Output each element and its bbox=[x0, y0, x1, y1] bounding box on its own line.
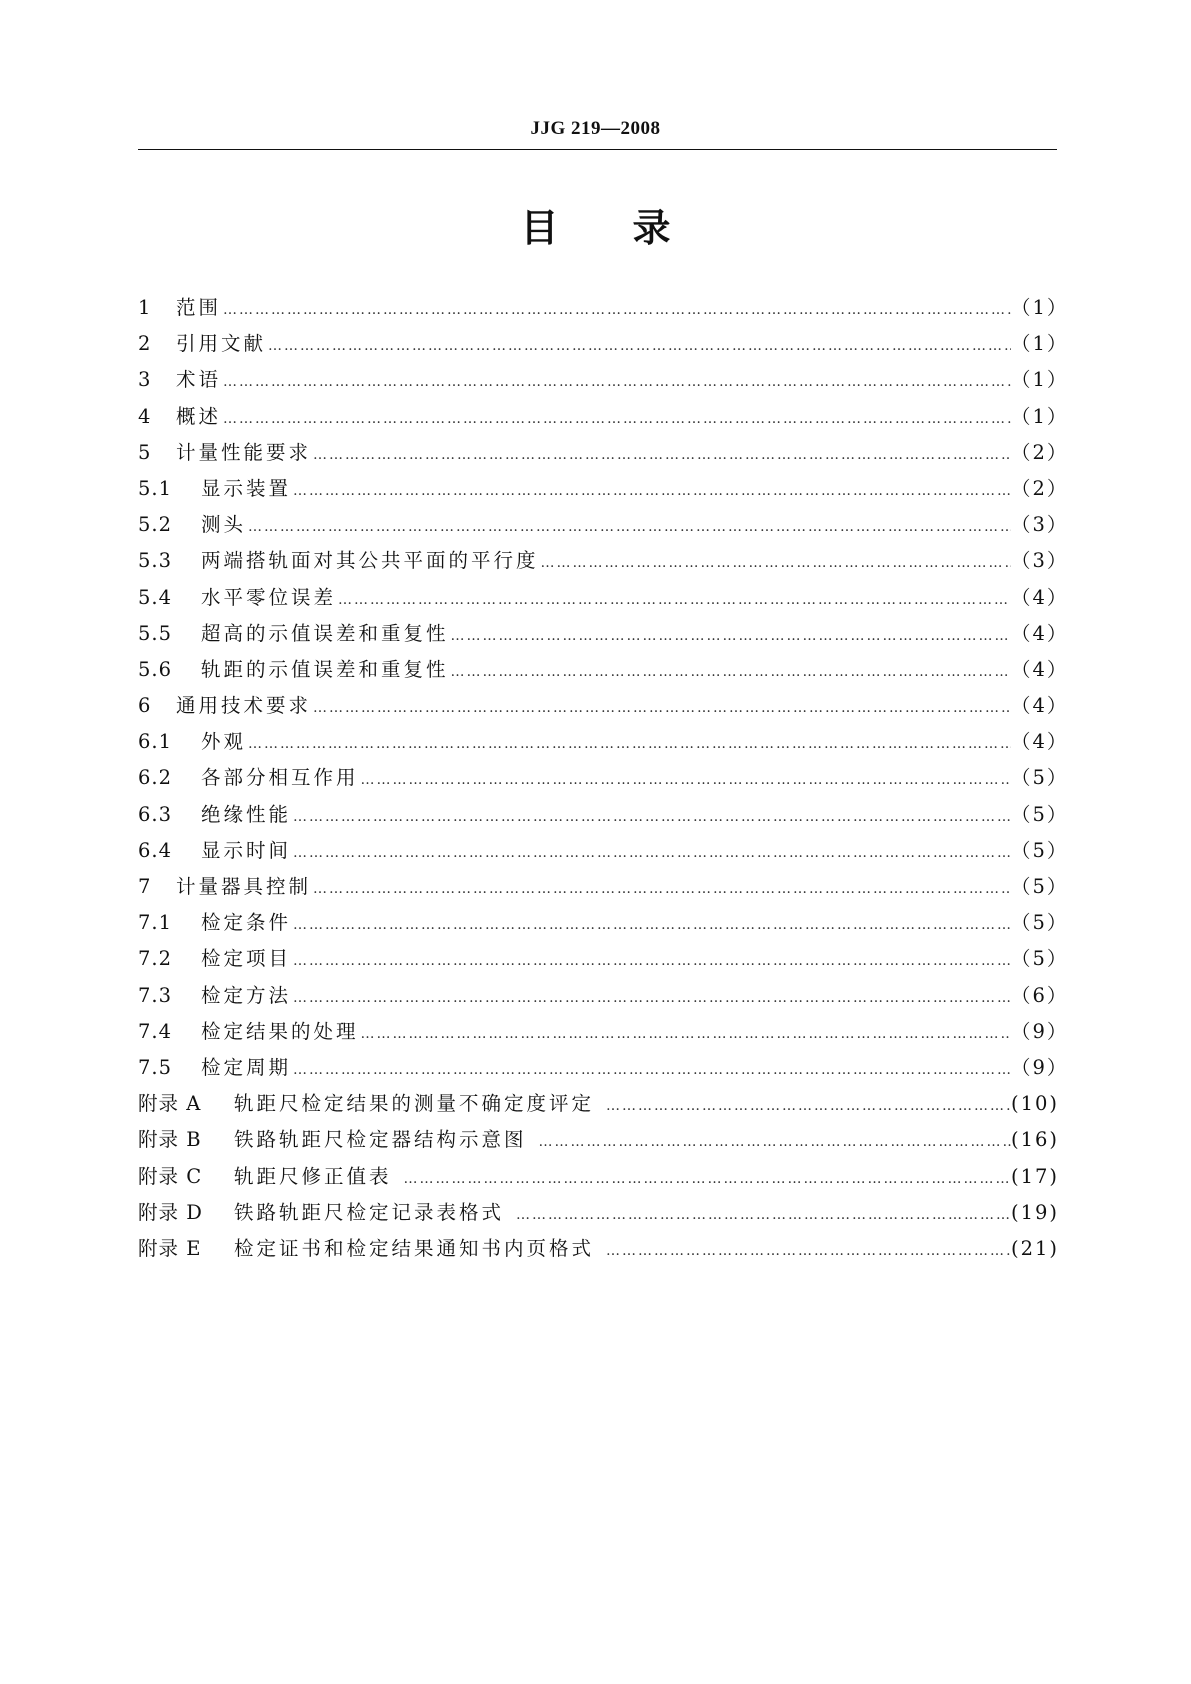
toc-entry-number: 附录 B bbox=[138, 1128, 202, 1152]
toc-dot-leader bbox=[221, 401, 1011, 437]
toc-entry-number: 5.5 bbox=[138, 621, 173, 645]
toc-dot-leader bbox=[449, 618, 1011, 654]
toc-entry-number: 6.3 bbox=[138, 802, 173, 826]
toc-entry[interactable] bbox=[138, 507, 1069, 543]
toc-entry-number: 4 bbox=[138, 404, 152, 428]
toc-entry-page: （3） bbox=[1011, 513, 1069, 537]
toc-entry-page: （1） bbox=[1011, 404, 1069, 428]
toc-dot-leader bbox=[291, 473, 1011, 509]
toc-entry[interactable] bbox=[138, 833, 1069, 869]
toc-entry-number: 6.1 bbox=[138, 730, 173, 754]
toc-entry[interactable] bbox=[138, 1195, 1060, 1231]
toc-entry-number: 5.2 bbox=[138, 513, 173, 537]
toc-entry-title: 各部分相互作用 bbox=[201, 766, 359, 790]
toc-entry-page: （5） bbox=[1011, 766, 1069, 790]
page-title bbox=[0, 203, 1191, 253]
toc-entry-title: 超高的示值误差和重复性 bbox=[201, 621, 449, 645]
toc-entry[interactable] bbox=[138, 1159, 1060, 1195]
toc-entry-number: 5.1 bbox=[138, 476, 173, 500]
toc-entry-title: 检定项目 bbox=[201, 947, 292, 971]
toc-entry[interactable] bbox=[138, 290, 1069, 326]
toc-entry-page: (16) bbox=[1011, 1128, 1060, 1152]
toc-entry-title: 引用文献 bbox=[176, 332, 267, 356]
toc-entry-page: (19) bbox=[1011, 1200, 1060, 1224]
toc-entry-title: 轨距尺修正值表 bbox=[234, 1164, 392, 1188]
toc-entry[interactable] bbox=[138, 941, 1069, 977]
toc-dot-leader bbox=[527, 1124, 1011, 1160]
toc-entry-title: 外观 bbox=[201, 730, 247, 754]
toc-dot-leader bbox=[594, 1233, 1011, 1269]
toc-entry-page: （1） bbox=[1011, 332, 1069, 356]
toc-entry-page: （3） bbox=[1011, 549, 1069, 573]
toc-entry[interactable] bbox=[138, 905, 1069, 941]
toc-entry[interactable] bbox=[138, 1122, 1060, 1158]
toc-entry-number: 7.3 bbox=[138, 983, 173, 1007]
toc-entry-number: 5.3 bbox=[138, 549, 173, 573]
toc-dot-leader bbox=[311, 437, 1011, 473]
toc-dot-leader bbox=[311, 690, 1011, 726]
toc-dot-leader bbox=[311, 871, 1011, 907]
toc-entry-page: （9） bbox=[1011, 1019, 1069, 1043]
toc-entry[interactable] bbox=[138, 760, 1069, 796]
toc-entry-number: 5 bbox=[138, 440, 152, 464]
toc-entry-number: 2 bbox=[138, 332, 152, 356]
toc-entry[interactable] bbox=[138, 435, 1069, 471]
toc-entry-title: 检定结果的处理 bbox=[201, 1019, 359, 1043]
toc-entry[interactable] bbox=[138, 1086, 1060, 1122]
toc-entry-title: 范围 bbox=[176, 296, 222, 319]
toc-entry[interactable] bbox=[138, 652, 1069, 688]
toc-entry-title: 轨距的示值误差和重复性 bbox=[201, 657, 449, 681]
toc-entry-page: （5） bbox=[1011, 802, 1069, 826]
toc-entry-page: （9） bbox=[1011, 1055, 1069, 1079]
toc-entry[interactable] bbox=[138, 616, 1069, 652]
toc-dot-leader bbox=[291, 907, 1011, 943]
toc-dot-leader bbox=[504, 1197, 1011, 1233]
toc-entry-title: 检定条件 bbox=[201, 911, 292, 935]
toc-entry-title: 显示装置 bbox=[201, 476, 292, 500]
toc-entry-page: （5） bbox=[1011, 838, 1069, 862]
toc-entry-page: (21) bbox=[1011, 1236, 1060, 1260]
toc-entry-page: （6） bbox=[1011, 983, 1069, 1007]
toc-entry-number: 7 bbox=[138, 875, 152, 898]
toc-entry-number: 附录 A bbox=[138, 1092, 202, 1116]
toc-entry-page: （2） bbox=[1011, 440, 1069, 464]
toc-dot-leader bbox=[221, 364, 1011, 400]
toc-dot-leader bbox=[291, 943, 1011, 979]
toc-entry-title: 铁路轨距尺检定器结构示意图 bbox=[234, 1128, 527, 1152]
toc-entry-title: 概述 bbox=[176, 404, 222, 428]
toc-entry[interactable] bbox=[138, 869, 1069, 905]
toc-entry-page: （1） bbox=[1011, 368, 1069, 392]
toc-entry-number: 7.1 bbox=[138, 911, 173, 935]
toc-entry[interactable] bbox=[138, 471, 1069, 507]
toc-dot-leader bbox=[359, 762, 1011, 798]
toc-entry-page: （1） bbox=[1011, 296, 1069, 319]
toc-entry-number: 1 bbox=[138, 296, 152, 319]
toc-entry[interactable] bbox=[138, 1231, 1060, 1267]
toc-entry[interactable] bbox=[138, 978, 1069, 1014]
toc-entry-title: 计量器具控制 bbox=[176, 875, 312, 898]
table-of-contents bbox=[138, 290, 1069, 1267]
toc-entry-page: （4） bbox=[1011, 621, 1069, 645]
toc-dot-leader bbox=[291, 1052, 1011, 1088]
toc-entry-number: 6.2 bbox=[138, 766, 173, 790]
toc-entry-number: 7.4 bbox=[138, 1019, 173, 1043]
toc-entry-page: （5） bbox=[1011, 911, 1069, 935]
toc-entry[interactable] bbox=[138, 797, 1069, 833]
document-code-header: JJG 219—2008 bbox=[530, 118, 661, 139]
toc-entry-number: 5.4 bbox=[138, 585, 173, 609]
toc-entry[interactable] bbox=[138, 543, 1069, 579]
toc-dot-leader bbox=[246, 509, 1011, 545]
toc-entry-page: （4） bbox=[1011, 730, 1069, 754]
toc-entry-title: 通用技术要求 bbox=[176, 694, 312, 718]
toc-entry-title: 检定方法 bbox=[201, 983, 292, 1007]
toc-entry-title: 铁路轨距尺检定记录表格式 bbox=[234, 1200, 505, 1224]
toc-entry-number: 6.4 bbox=[138, 838, 173, 862]
toc-entry-number: 5.6 bbox=[138, 657, 173, 681]
toc-entry-title: 显示时间 bbox=[201, 838, 292, 862]
toc-entry-page: （2） bbox=[1011, 476, 1069, 500]
toc-entry[interactable] bbox=[138, 1014, 1069, 1050]
toc-entry-page: (10) bbox=[1011, 1092, 1060, 1116]
toc-entry-number: 6 bbox=[138, 694, 152, 718]
toc-entry-number: 附录 D bbox=[138, 1200, 203, 1224]
toc-entry-title: 术语 bbox=[176, 368, 222, 392]
toc-entry-page: （4） bbox=[1011, 657, 1069, 681]
page-title-part-2: 录 bbox=[632, 206, 671, 250]
toc-entry[interactable] bbox=[138, 1050, 1069, 1086]
toc-dot-leader bbox=[594, 1088, 1011, 1124]
toc-entry-title: 水平零位误差 bbox=[201, 585, 337, 609]
toc-entry-title: 计量性能要求 bbox=[176, 440, 312, 464]
header-rule bbox=[138, 149, 1057, 150]
toc-entry-page: （4） bbox=[1011, 694, 1069, 718]
toc-entry-title: 检定周期 bbox=[201, 1055, 292, 1079]
toc-dot-leader bbox=[291, 835, 1011, 871]
toc-entry[interactable] bbox=[138, 362, 1069, 398]
toc-entry[interactable] bbox=[138, 326, 1069, 362]
toc-entry[interactable] bbox=[138, 399, 1069, 435]
toc-entry-title: 测头 bbox=[201, 513, 247, 537]
toc-dot-leader bbox=[449, 654, 1011, 690]
toc-entry-number: 3 bbox=[138, 368, 152, 392]
toc-entry-page: （4） bbox=[1011, 585, 1069, 609]
toc-dot-leader bbox=[291, 799, 1011, 835]
toc-dot-leader bbox=[392, 1161, 1011, 1197]
toc-entry-number: 7.5 bbox=[138, 1055, 173, 1079]
toc-entry-page: （5） bbox=[1011, 947, 1069, 971]
toc-entry-title: 轨距尺检定结果的测量不确定度评定 bbox=[234, 1092, 595, 1116]
toc-entry[interactable] bbox=[138, 688, 1069, 724]
toc-entry-title: 两端搭轨面对其公共平面的平行度 bbox=[201, 549, 539, 573]
toc-dot-leader bbox=[246, 726, 1011, 762]
toc-dot-leader bbox=[336, 582, 1011, 618]
toc-dot-leader bbox=[359, 1016, 1011, 1052]
toc-entry[interactable] bbox=[138, 580, 1069, 616]
toc-dot-leader bbox=[291, 980, 1011, 1016]
toc-entry-title: 检定证书和检定结果通知书内页格式 bbox=[234, 1236, 595, 1260]
toc-dot-leader bbox=[539, 545, 1011, 581]
toc-entry-number: 附录 E bbox=[138, 1236, 202, 1260]
toc-entry-number: 附录 C bbox=[138, 1164, 203, 1188]
toc-dot-leader bbox=[266, 328, 1011, 364]
page-title-part-1: 目 bbox=[520, 206, 559, 250]
toc-entry-page: （5） bbox=[1011, 875, 1069, 898]
toc-entry-page: (17) bbox=[1011, 1164, 1060, 1188]
toc-entry-title: 绝缘性能 bbox=[201, 802, 292, 826]
toc-dot-leader bbox=[221, 292, 1011, 328]
toc-entry[interactable] bbox=[138, 724, 1069, 760]
toc-entry-number: 7.2 bbox=[138, 947, 173, 971]
